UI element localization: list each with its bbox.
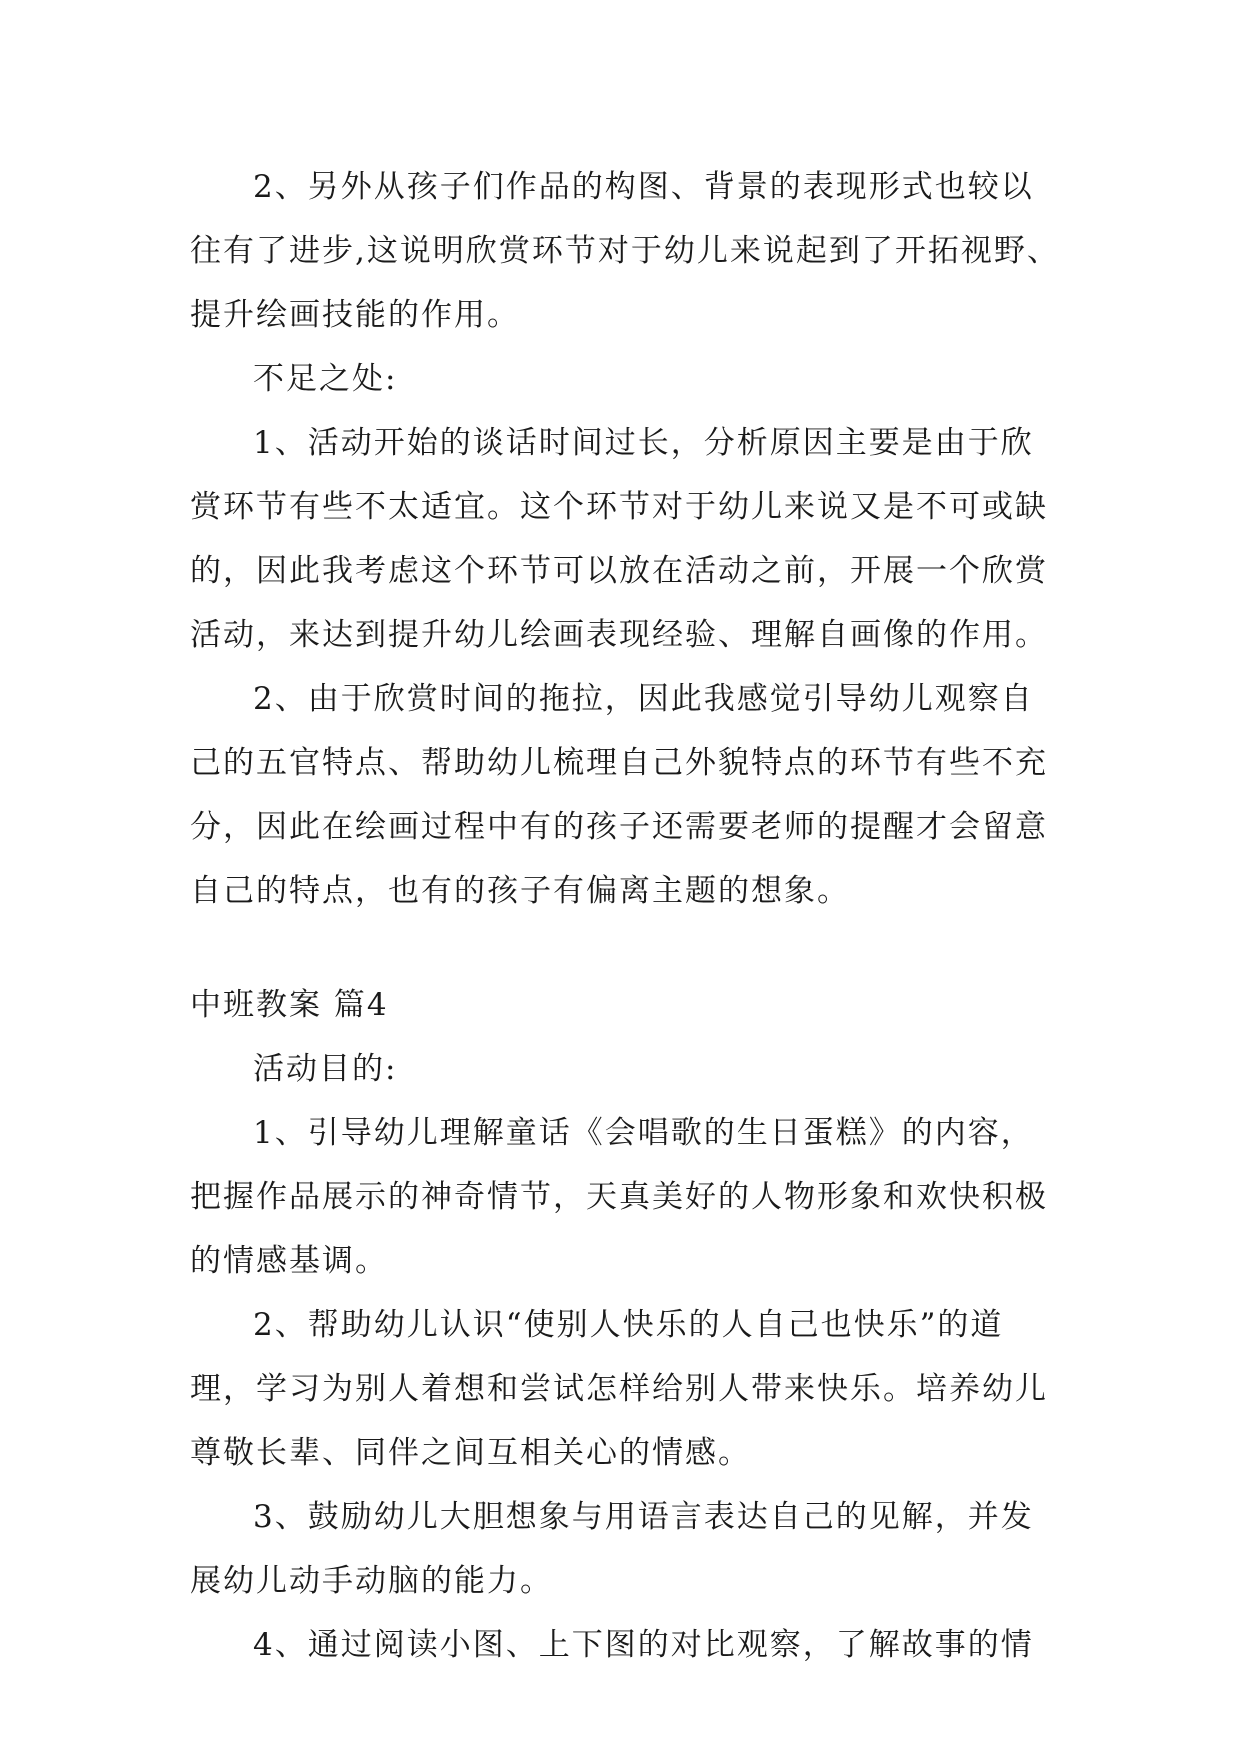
paragraph-line: 往有了进步,这说明欣赏环节对于幼儿来说起到了开拓视野、 xyxy=(190,233,1060,269)
paragraph-line: 把握作品展示的神奇情节，天真美好的人物形象和欢快积极 xyxy=(190,1179,1048,1215)
paragraph-line: 赏环节有些不太适宜。这个环节对于幼儿来说又是不可或缺 xyxy=(190,489,1048,525)
paragraph-line: 自己的特点，也有的孩子有偏离主题的想象。 xyxy=(190,873,850,909)
paragraph-line: 提升绘画技能的作用。 xyxy=(190,297,520,333)
paragraph-line: 4、通过阅读小图、上下图的对比观察，了解故事的情 xyxy=(253,1627,1034,1663)
paragraph-line: 活动目的: xyxy=(253,1051,398,1087)
paragraph-line: 2、帮助幼儿认识“使别人快乐的人自己也快乐”的道 xyxy=(253,1307,1004,1343)
paragraph-line: 展幼儿动手动脑的能力。 xyxy=(190,1563,553,1599)
paragraph-line: 3、鼓励幼儿大胆想象与用语言表达自己的见解，并发 xyxy=(253,1499,1034,1535)
paragraph-line: 的，因此我考虑这个环节可以放在活动之前，开展一个欣赏 xyxy=(190,553,1048,589)
paragraph-line: 分，因此在绘画过程中有的孩子还需要老师的提醒才会留意 xyxy=(190,809,1048,845)
paragraph-line: 1、活动开始的谈话时间过长，分析原因主要是由于欣 xyxy=(253,425,1034,461)
paragraph-line: 活动，来达到提升幼儿绘画表现经验、理解自画像的作用。 xyxy=(190,617,1048,653)
paragraph-line: 的情感基调。 xyxy=(190,1243,388,1279)
paragraph-line: 2、由于欣赏时间的拖拉，因此我感觉引导幼儿观察自 xyxy=(253,681,1034,717)
paragraph-line: 1、引导幼儿理解童话《会唱歌的生日蛋糕》的内容， xyxy=(253,1115,1034,1151)
paragraph-line: 2、另外从孩子们作品的构图、背景的表现形式也较以 xyxy=(253,169,1034,205)
section-heading: 中班教案 篇4 xyxy=(190,987,389,1023)
paragraph-line: 尊敬长辈、同伴之间互相关心的情感。 xyxy=(190,1435,751,1471)
paragraph-line: 己的五官特点、帮助幼儿梳理自己外貌特点的环节有些不充 xyxy=(190,745,1048,781)
paragraph-line: 理，学习为别人着想和尝试怎样给别人带来快乐。培养幼儿 xyxy=(190,1371,1048,1407)
paragraph-line: 不足之处: xyxy=(253,361,398,397)
